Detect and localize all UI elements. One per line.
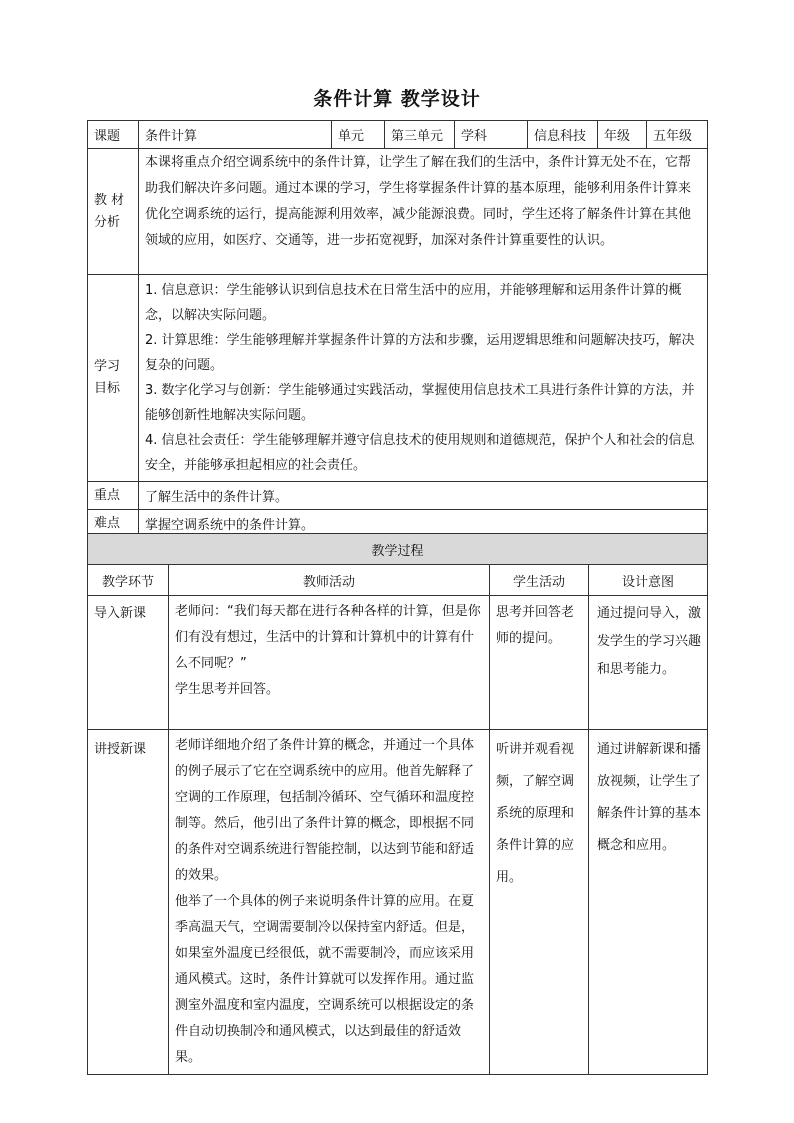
unit-label: 单元 [332, 121, 385, 149]
goal-item: 4. 信息社会责任：学生能够理解并遵守信息技术的使用规则和道德规范，保护个人和社会的信息安全，并能够承担起相应的社会责任。 [145, 433, 695, 473]
difficulty-text: 掌握空调系统中的条件计算。 [139, 510, 708, 538]
key-point-text: 了解生活中的条件计算。 [139, 482, 708, 510]
teaching-process-table [87, 533, 708, 1075]
grade-label: 年级 [598, 121, 647, 149]
goals-label: 学习 目标 [88, 275, 139, 482]
subject-label: 学科 [455, 121, 528, 149]
column-header: 教师活动 [169, 565, 490, 596]
analysis-label: 教 材 分析 [88, 149, 139, 275]
goal-item: 1. 信息意识：学生能够认识到信息技术在日常生活中的应用，并能够理解和运用条件计算的概念，以解决实际问题。 [145, 283, 682, 323]
column-header: 设计意图 [589, 565, 708, 596]
topic-value: 条件计算 [139, 121, 332, 149]
teacher-activity [169, 596, 490, 730]
subject-value: 信息科技 [528, 121, 598, 149]
teacher-paragraph: 老师问：“我们每天都在进行各种各样的计算，但是你们有没有想过，生活中的计算和计算机中的计算有什么不同呢？” [175, 604, 481, 671]
topic-label: 课题 [88, 121, 139, 149]
goals-list [139, 275, 708, 482]
teacher-paragraph: 他举了一个具体的例子来说明条件计算的应用。在夏季高温天气，空调需要制冷以保持室内舒适。但是，如果室外温度已经很低，就不需要制冷，而应该采用通风模式。这时，条件计算就可以发挥作用。通过监测室外温度和室内温度，空调系统可以根据设定的条件自动切换制冷和通风模式，以达到最佳的舒适效果。 [175, 894, 475, 1065]
difficulty-label: 难点 [88, 510, 139, 538]
teacher-paragraph: 学生思考并回答。 [175, 682, 280, 697]
analysis-text: 本课将重点介绍空调系统中的条件计算，让学生了解在我们的生活中，条件计算无处不在，它帮助我们解决许多问题。通过本课的学习，学生将掌握条件计算的基本原理，能够利用条件计算来优化空调系统的运行，提高能源利用效率，减少能源浪费。同时，学生还将了解条件计算在其他领域的应用，如医疗、交通等，进一步拓宽视野，加深对条件计算重要性的认识。 [139, 149, 708, 275]
teacher-activity [169, 730, 490, 1075]
process-heading: 教学过程 [88, 534, 708, 565]
lesson-info-table [87, 120, 708, 538]
design-intent: 通过提问导入，激发学生的学习兴趣和思考能力。 [589, 596, 708, 730]
student-activity: 思考并回答老师的提问。 [490, 596, 589, 730]
unit-value: 第三单元 [385, 121, 455, 149]
key-point-label: 重点 [88, 482, 139, 510]
table-row [88, 596, 708, 730]
table-row [88, 730, 708, 1075]
design-intent: 通过讲解新课和播放视频，让学生了解条件计算的基本概念和应用。 [589, 730, 708, 1075]
goal-item: 3. 数字化学习与创新：学生能够通过实践活动，掌握使用信息技术工具进行条件计算的方法，并能够创新性地解决实际问题。 [145, 383, 695, 423]
grade-value: 五年级 [647, 121, 708, 149]
student-activity: 听讲并观看视频，了解空调系统的原理和条件计算的应用。 [490, 730, 589, 1075]
column-header: 学生活动 [490, 565, 589, 596]
goal-item: 2. 计算思维：学生能够理解并掌握条件计算的方法和步骤，运用逻辑思维和问题解决技巧，解决复杂的问题。 [145, 333, 695, 373]
teacher-paragraph: 老师详细地介绍了条件计算的概念，并通过一个具体的例子展示了它在空调系统中的应用。他首先解释了空调的工作原理，包括制冷循环、空气循环和温度控制等。然后，他引出了条件计算的概念，即根据不同的条件对空调系统进行智能控制，以达到节能和舒适的效果。 [175, 738, 475, 883]
stage-cell: 讲授新课 [88, 730, 169, 1075]
document-title: 条件计算 教学设计 [313, 88, 481, 110]
column-header: 教学环节 [88, 565, 169, 596]
stage-cell: 导入新课 [88, 596, 169, 730]
